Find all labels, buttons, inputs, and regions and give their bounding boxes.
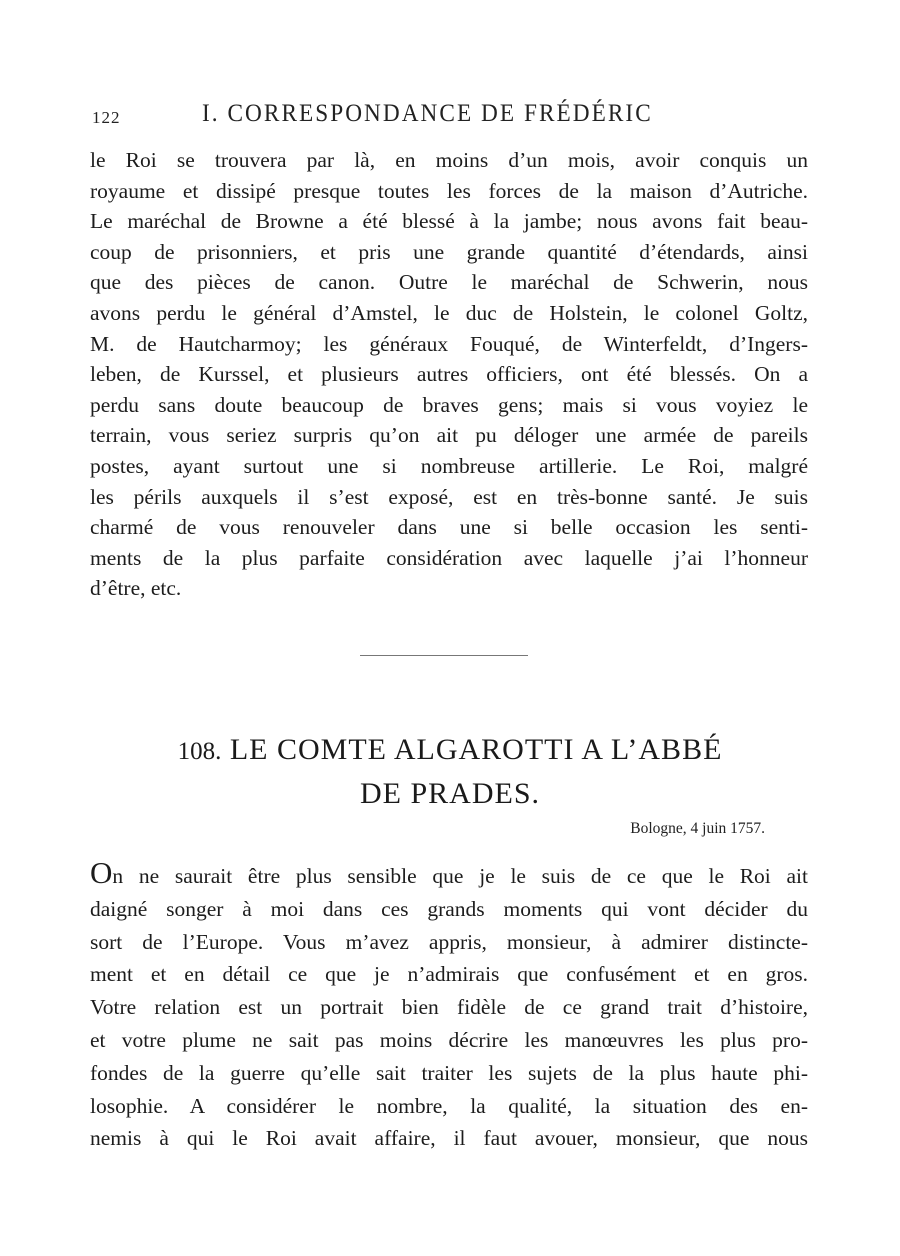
drop-cap: O xyxy=(90,855,113,890)
text-line: charmé de vous renouveler dans une si belle occasion les senti- xyxy=(90,515,808,540)
dateline: Bologne, 4 juin 1757. xyxy=(630,820,765,837)
text-line: et votre plume ne sait pas moins décrire les manœuvres les plus pro- xyxy=(90,1027,808,1052)
text-line: avons perdu le général d’Amstel, le duc de Holstein, le colonel Goltz, xyxy=(90,300,808,325)
text-line: le Roi se trouvera par là, en moins d’un mois, avoir conquis un xyxy=(90,148,808,172)
text-line: d’être, etc. xyxy=(90,576,182,601)
section-divider xyxy=(360,655,528,656)
text-line: M. de Hautcharmoy; les généraux Fouqué, de Winterfeldt, d’Ingers- xyxy=(90,331,808,356)
previous-letter-text xyxy=(90,145,808,604)
text-line: ment et en détail ce que je n’admirais que confusément et en gros. xyxy=(90,962,808,987)
text-line: daigné songer à moi dans ces grands moments qui vont décider du xyxy=(90,896,808,921)
text-line: perdu sans doute beaucoup de braves gens; mais si vous voyiez le xyxy=(90,392,808,417)
page-number: 122 xyxy=(92,108,121,127)
text-line: postes, ayant surtout une si nombreuse artillerie. Le Roi, malgré xyxy=(90,453,808,478)
letter-heading xyxy=(100,733,800,767)
text-line: royaume et dissipé presque toutes les forces de la maison d’Autriche. xyxy=(90,178,808,203)
text-line: sort de l’Europe. Vous m’avez appris, monsieur, à admirer distincte- xyxy=(90,929,808,954)
text-line: ments de la plus parfaite considération avec laquelle j’ai l’honneur xyxy=(90,545,808,570)
text-line: que des pièces de canon. Outre le maréchal de Schwerin, nous xyxy=(90,270,808,295)
text-line-first xyxy=(90,855,808,893)
first-line-text: n ne saurait être plus sensible que je le suis de ce que le Roi ait xyxy=(112,864,808,888)
text-line: Votre relation est un portrait bien fidèle de ce grand trait d’histoire, xyxy=(90,995,808,1020)
running-head xyxy=(92,100,812,134)
letter-number: 108. xyxy=(177,738,222,765)
text-line: leben, de Kurssel, et plusieurs autres officiers, ont été blessés. On a xyxy=(90,362,808,387)
text-line: nemis à qui le Roi avait affaire, il faut avouer, monsieur, que nous xyxy=(90,1126,808,1151)
text-line: losophie. A considérer le nombre, la qualité, la situation des en- xyxy=(90,1093,808,1118)
running-head-title: I. CORRESPONDANCE DE FRÉDÉRIC xyxy=(202,100,653,127)
letter-title-line-2: DE PRADES. xyxy=(359,777,541,810)
text-line: terrain, vous seriez surpris qu’on ait pu déloger une armée de pareils xyxy=(90,423,808,448)
letter-text xyxy=(90,855,808,1155)
text-line: coup de prisonniers, et pris une grande quantité d’étendards, ainsi xyxy=(90,239,808,264)
text-line: fondes de la guerre qu’elle sait traiter les sujets de la plus haute phi- xyxy=(90,1060,808,1085)
text-line: Le maréchal de Browne a été blessé à la jambe; nous avons fait beau- xyxy=(90,209,808,234)
text-line: les périls auxquels il s’est exposé, est en très-bonne santé. Je suis xyxy=(90,484,808,509)
letter-title-line-1: LE COMTE ALGAROTTI A L’ABBÉ xyxy=(229,733,723,766)
